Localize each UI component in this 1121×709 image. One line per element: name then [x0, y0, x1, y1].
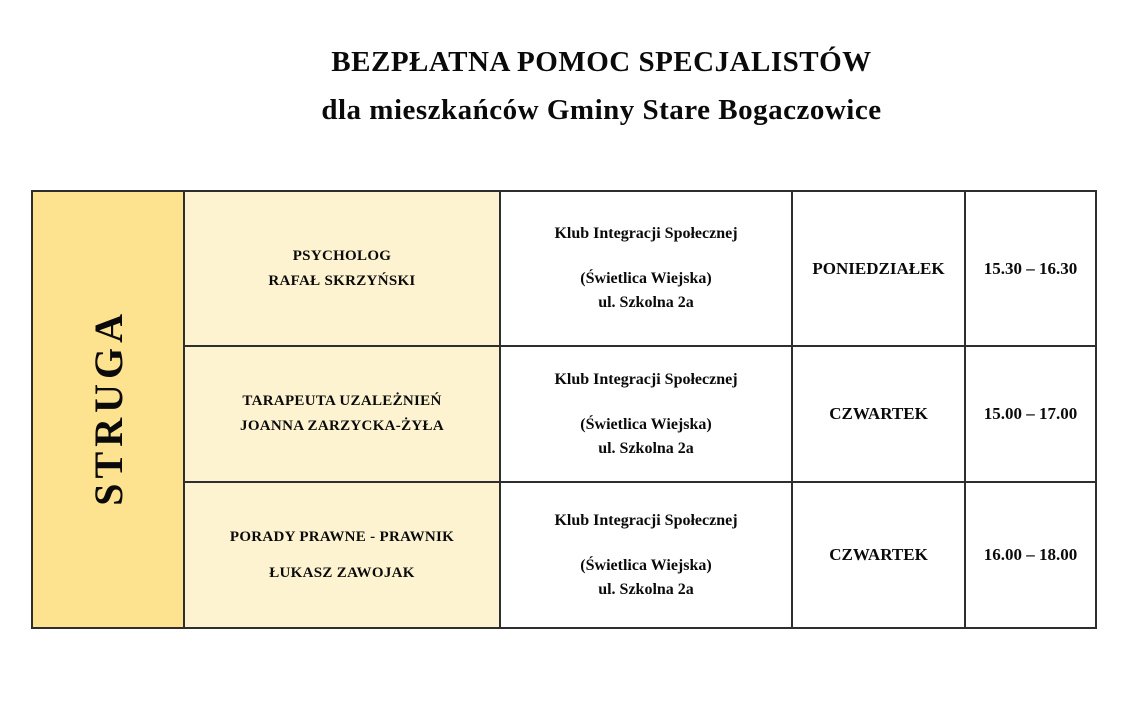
time-cell: 16.00 – 18.00 [965, 482, 1096, 628]
specialist-name: RAFAŁ SKRZYŃSKI [268, 272, 416, 289]
page-header [0, 38, 1121, 134]
page-subtitle: dla mieszkańców Gminy Stare Bogaczowice [321, 94, 882, 126]
location-cell [500, 482, 792, 628]
location-details [505, 267, 787, 315]
location-building: (Świetlica Wiejska) [580, 556, 712, 574]
table-row [32, 482, 1096, 628]
location-venue: Klub Integracji Społecznej [554, 511, 738, 529]
location-street: ul. Szkolna 2a [598, 439, 694, 457]
location-details [505, 413, 787, 461]
day-cell: CZWARTEK [792, 482, 965, 628]
specialist-name: ŁUKASZ ZAWOJAK [269, 564, 415, 581]
specialist-role: PSYCHOLOG [292, 247, 392, 264]
group-cell-struga [32, 191, 184, 628]
specialist-name: JOANNA ZARZYCKA-ŻYŁA [240, 418, 444, 434]
schedule-table [31, 190, 1097, 629]
page-title: BEZPŁATNA POMOC SPECJALISTÓW [331, 46, 872, 78]
location-venue: Klub Integracji Społecznej [554, 225, 738, 242]
day-cell: PONIEDZIAŁEK [792, 191, 965, 346]
specialist-cell [184, 191, 500, 346]
specialist-cell [184, 346, 500, 482]
day-cell: CZWARTEK [792, 346, 965, 482]
table-row [32, 346, 1096, 482]
table-row [32, 191, 1096, 346]
location-cell [500, 346, 792, 482]
specialist-cell [184, 482, 500, 628]
time-cell: 15.00 – 17.00 [965, 346, 1096, 482]
location-building: (Świetlica Wiejska) [580, 270, 712, 287]
location-building: (Świetlica Wiejska) [580, 415, 712, 433]
location-venue: Klub Integracji Społecznej [554, 370, 738, 388]
specialist-role: TARAPEUTA UZALEŻNIEŃ [242, 393, 442, 409]
specialist-role: PORADY PRAWNE - PRAWNIK [229, 528, 455, 545]
group-label: STRUGA [85, 308, 131, 506]
time-cell: 15.30 – 16.30 [965, 191, 1096, 346]
location-cell [500, 191, 792, 346]
location-details [505, 554, 787, 602]
location-street: ul. Szkolna 2a [598, 580, 694, 598]
location-street: ul. Szkolna 2a [598, 294, 694, 311]
